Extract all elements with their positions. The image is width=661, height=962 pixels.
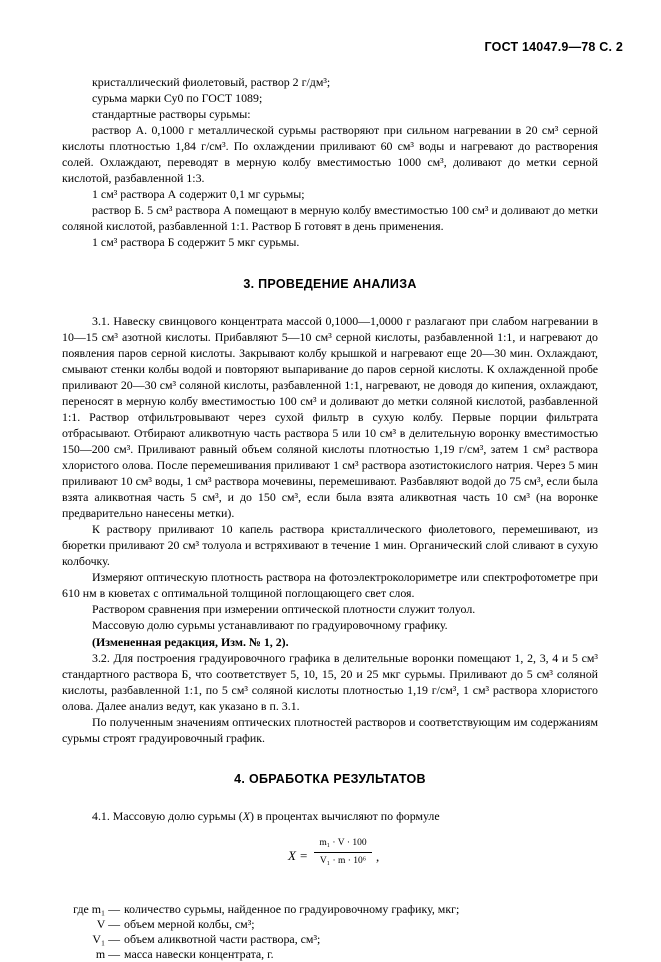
formula-denominator: V₁ · m · 10⁶ <box>319 855 367 866</box>
legend-text: объем мерной колбы, см³; <box>124 916 255 931</box>
amendment-note: (Измененная редакция, Изм. № 1, 2). <box>92 634 289 649</box>
clause-3-2-graph: По полученным значениям оптических плотностей растворов и соответствующим им содержаниям сурьмы строят градуировочный график. <box>62 714 598 745</box>
clause-4-1-prefix: 4.1. Массовую долю сурьмы ( <box>92 808 243 823</box>
legend-row <box>62 932 598 947</box>
clause-3-1-reference-solution: Раствором сравнения при измерении оптической плотности служит толуол. <box>92 602 476 617</box>
clause-4-1-text <box>62 808 598 824</box>
clause-3-1-measurement: Измеряют оптическую плотность раствора на фотоэлектроколориметре или спектрофотометре при 610 нм в кюветах с оптимальной толщиной поглощающего свет слоя. <box>62 570 598 601</box>
formula-fraction <box>314 836 372 869</box>
formula-legend <box>62 902 598 962</box>
solution-b-note: 1 см³ раствора Б содержит 5 мкг сурьмы. <box>92 235 300 250</box>
legend-text: объем аликвотной части раствора, см³; <box>124 931 321 946</box>
section-3-heading: 3. ПРОВЕДЕНИЕ АНАЛИЗА <box>243 276 417 291</box>
legend-row <box>62 947 598 962</box>
reagent-antimony: сурьма марки Су0 по ГОСТ 1089; <box>92 91 263 106</box>
solution-b-text: раствор Б. 5 см³ раствора А помещают в мерную колбу вместимостью 100 см³ и доливают до метки соляной кислотой, разбавленной 1:1. Раствор Б готовят в день применения. <box>62 203 598 234</box>
clause-4-1-suffix: ) в процентах вычисляют по формуле <box>249 808 440 823</box>
reagent-standard-solutions: стандартные растворы сурьмы: <box>92 107 251 122</box>
reagent-crystal-violet: кристаллический фиолетовый, раствор 2 г/дм³; <box>92 75 331 89</box>
clause-4-1-variable: X <box>242 808 250 823</box>
page-body <box>62 74 598 962</box>
fraction-bar <box>314 852 372 853</box>
formula-numerator: m₁ · V · 100 <box>319 837 367 848</box>
legend-symbol: где m₁ — <box>73 901 120 916</box>
section-4-heading: 4. ОБРАБОТКА РЕЗУЛЬТАТОВ <box>234 771 426 786</box>
clause-3-1-text: 3.1. Навеску свинцового концентрата массой 0,1000—1,0000 г разлагают при слабом нагревании в 10—15 см³ азотной кислоты. Прибавляют 5—10 см³ серной кислоты, разбавленной 1:1, и нагревают до появления паров серной кислоты. Закрывают колбу крышкой и нагревают еще 20—30 мин. Охлаждают, смывают стенки колбы водой и повторяют выпаривание до паров серной кислоты. К охлажденной пробе приливают 20—30 см³ соляной кислоты, разбавленной 1:1, нагревают, не доводя до кипения, охлаждают, переносят в мерную колбу вместимостью 100 см³ и доливают до метки соляной кислотой, разбавленной 1:1. Раствор отфильтровывают через сухой фильтр в сухую колбу. Первые порции фильтрата отбрасывают. Отбирают аликвотную часть раствора 5 или 10 см³ в делительную воронку вместимостью 150—200 см³. Приливают равный объем соляной кислоты плотностью 1,19 г/см³, затем 1 см³ раствора хлористого олова. После перемешивания приливают 1 см³ раствора азотистокислого натрия. Через 5 мин приливают 10 см³ воды, 1 см³ раствора мочевины, перемешивают. Разбавляют водой до 75 см³, если была взята аликвотная часть 5 см³, и до 150 см³, если была взята аликвотная часть 10 см³ (на воронке предварительно нанесены метки). <box>62 313 598 521</box>
clause-3-1-calibration: Массовую долю сурьмы устанавливают по градуировочному графику. <box>92 618 448 633</box>
formula-equals: = <box>300 847 308 863</box>
legend-row <box>62 917 598 932</box>
solution-a-note: 1 см³ раствора А содержит 0,1 мг сурьмы; <box>92 187 305 202</box>
legend-symbol: V — <box>96 916 120 931</box>
running-header: ГОСТ 14047.9—78 С. 2 <box>484 40 623 54</box>
formula-lhs: X <box>288 847 296 863</box>
legend-symbol: V₁ — <box>92 931 120 946</box>
clause-3-2-text: 3.2. Для построения градуировочного графика в делительные воронки помещают 1, 2, 3, 4 и 5 см³ стандартного раствора Б, что соответствует 5, 10, 15, 20 и 25 мкг сурьмы. Приливают до 5 см³ соляной кислоты, разбавленной 1:1, по 5 см³ соляной кислоты плотностью 1,19 г/см³, 1 см³ раствора хлористого олова. Далее анализ ведут, как указано в п. 3.1. <box>62 650 598 713</box>
formula-comma: , <box>376 848 380 864</box>
solution-a-text: раствор А. 0,1000 г металлической сурьмы растворяют при сильном нагревании в 20 см³ серной кислоты плотностью 1,84 г/см³. По охлаждении приливают 60 см³ воды и нагревают до растворения солей. Охлаждают, переводят в мерную колбу вместимостью 1000 см³, доливают до метки серной кислотой, разбавленной 1:3. <box>62 123 598 186</box>
legend-text: масса навески концентрата, г. <box>124 946 274 961</box>
clause-3-1-crystal-violet: К раствору приливают 10 капель раствора кристаллического фиолетового, перемешивают, из бюретки приливают 20 см³ толуола и встряхивают в течение 1 мин. Органический слой сливают в сухую колбочку. <box>62 522 598 569</box>
legend-text: количество сурьмы, найденное по градуировочному графику, мкг; <box>124 901 460 916</box>
legend-symbol: m — <box>95 946 120 961</box>
formula <box>62 836 598 884</box>
legend-row <box>62 902 598 917</box>
